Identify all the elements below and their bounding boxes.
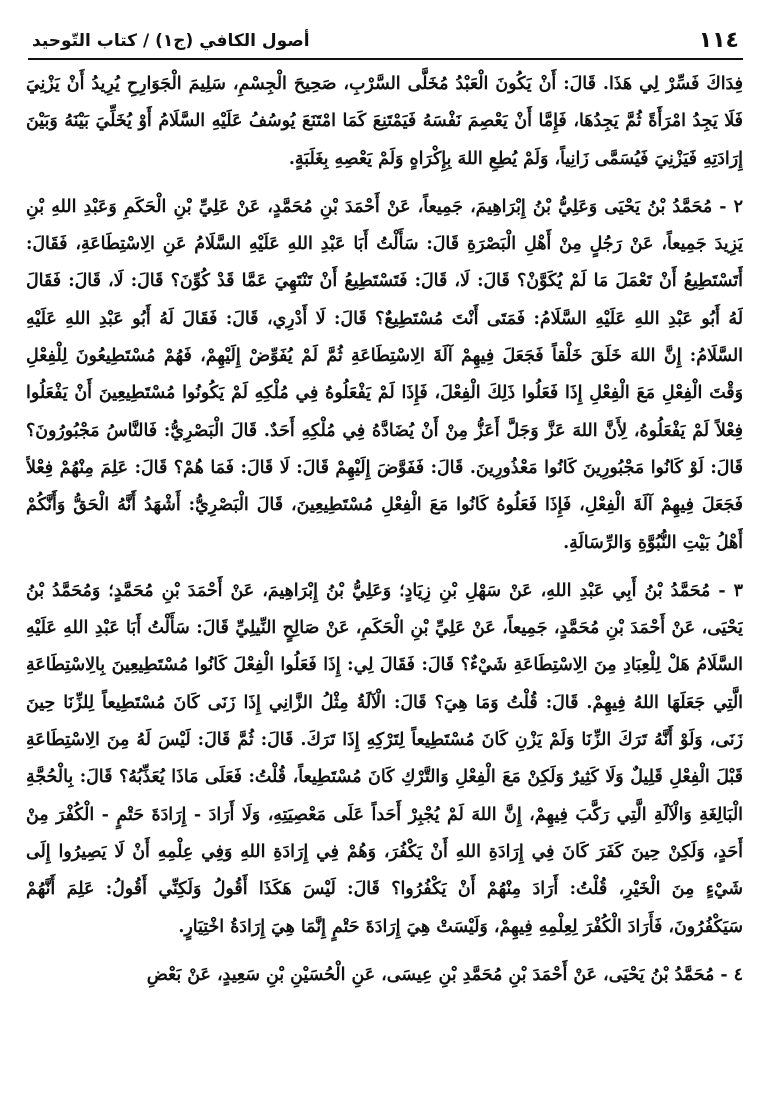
hadith-4: ٤ - مُحَمَّدُ بْنُ يَحْيَى، عَنْ أَحْمَدَ بْنِ مُحَمَّدِ بْنِ عِيسَى، عَنِ الْحُسَيْنِ بْنِ سَعِيدٍ، عَنْ بَعْضِ	[146, 964, 743, 985]
page-body	[26, 66, 743, 1104]
hadith-2: ٢ - مُحَمَّدُ بْنُ يَحْيَى وَعَلِيُّ بْنُ إِبْرَاهِيمَ، جَمِيعاً، عَنْ أَحْمَدَ بْنِ مُحَمَّدٍ، عَنْ عَلِيِّ بْنِ الْحَكَمِ وَعَبْدِ اللهِ بْنِ يَزِيدَ جَمِيعاً، عَنْ رَجُلٍ مِنْ أَهْلِ الْبَصْرَةِ قَالَ: سَأَلْتُ أَبَا عَبْدِ اللهِ عَلَيْهِ السَّلَامُ عَنِ الِاسْتِطَاعَةِ، فَقَالَ: أَتَسْتَطِيعُ أَنْ تَعْمَلَ مَا لَمْ يُكَوَّنْ؟ قَالَ: لَا، قَالَ: فَتَسْتَطِيعُ أَنْ تَنْتَهِيَ عَمَّا قَدْ كُوِّنَ؟ قَالَ: لَا، قَالَ: فَقَالَ لَهُ أَبُو عَبْدِ اللهِ عَلَيْهِ السَّلَامُ: فَمَتَى أَنْتَ مُسْتَطِيعٌ؟ قَالَ: لَا أَدْرِي، قَالَ: فَقَالَ لَهُ أَبُو عَبْدِ اللهِ عَلَيْهِ السَّلَامُ: إِنَّ اللهَ خَلَقَ خَلْقاً فَجَعَلَ فِيهِمْ آلَةَ الِاسْتِطَاعَةِ ثُمَّ لَمْ يُفَوِّضْ إِلَيْهِمْ، فَهُمْ مُسْتَطِيعُونَ لِلْفِعْلِ وَقْتَ الْفِعْلِ مَعَ الْفِعْلِ إِذَا فَعَلُوا ذَلِكَ الْفِعْلَ، فَإِذَا لَمْ يَفْعَلُوهُ فِي مُلْكِهِ لَمْ يَكُونُوا مُسْتَطِيعِينَ أَنْ يَفْعَلُوا فِعْلاً لَمْ يَفْعَلُوهُ، لِأَنَّ اللهَ عَزَّ وَجَلَّ أَعَزُّ مِنْ أَنْ يُضَادَّهُ فِي مُلْكِهِ أَحَدٌ. قَالَ الْبَصْرِيُّ: فَالنَّاسُ مَجْبُورُونَ؟ قَالَ: لَوْ كَانُوا مَجْبُورِينَ كَانُوا مَعْذُورِينَ. قَالَ: فَفَوَّضَ إِلَيْهِمْ قَالَ: لَا قَالَ: فَمَا هُمْ؟ قَالَ: عَلِمَ مِنْهُمْ فِعْلاً فَجَعَلَ فِيهِمْ آلَةَ الْفِعْلِ، فَإِذَا فَعَلُوهُ كَانُوا مَعَ الْفِعْلِ مُسْتَطِيعِينَ، قَالَ الْبَصْرِيُّ: أَشْهَدُ أَنَّهُ الْحَقُّ وَأَنَّكُمْ أَهْلُ بَيْتِ النُّبُوَّةِ وَالرِّسَالَةِ.	[26, 196, 743, 553]
hadith-3: ٣ - مُحَمَّدُ بْنُ أَبِي عَبْدِ اللهِ، عَنْ سَهْلِ بْنِ زِيَادٍ؛ وَعَلِيُّ بْنُ إِبْرَاهِيمَ، عَنْ أَحْمَدَ بْنِ مُحَمَّدٍ؛ وَمُحَمَّدُ بْنُ يَحْيَى، عَنْ أَحْمَدَ بْنِ مُحَمَّدٍ، جَمِيعاً، عَنْ عَلِيِّ بْنِ الْحَكَمِ، عَنْ صَالِحٍ النِّيلِيِّ قَالَ: سَأَلْتُ أَبَا عَبْدِ اللهِ عَلَيْهِ السَّلَامُ هَلْ لِلْعِبَادِ مِنَ الِاسْتِطَاعَةِ شَيْءٌ؟ قَالَ: فَقَالَ لِي: إِذَا فَعَلُوا الْفِعْلَ كَانُوا مُسْتَطِيعِينَ بِالِاسْتِطَاعَةِ الَّتِي جَعَلَهَا اللهُ فِيهِمْ. قَالَ: قُلْتُ وَمَا هِيَ؟ قَالَ: الْآلَةُ مِثْلُ الزَّانِي إِذَا زَنَى كَانَ مُسْتَطِيعاً لِلزِّنَا حِينَ زَنَى، وَلَوْ أَنَّهُ تَرَكَ الزِّنَا وَلَمْ يَزْنِ كَانَ مُسْتَطِيعاً لِتَرْكِهِ إِذَا تَرَكَ. قَالَ: ثُمَّ قَالَ: لَيْسَ لَهُ مِنَ الِاسْتِطَاعَةِ قَبْلَ الْفِعْلِ قَلِيلٌ وَلَا كَثِيرٌ وَلَكِنْ مَعَ الْفِعْلِ وَالتَّرْكِ كَانَ مُسْتَطِيعاً، قُلْتُ: فَعَلَى مَاذَا يُعَذِّبُهُ؟ قَالَ: بِالْحُجَّةِ الْبَالِغَةِ وَالْآلَةِ الَّتِي رَكَّبَ فِيهِمْ، إِنَّ اللهَ لَمْ يُجْبِرْ أَحَداً عَلَى مَعْصِيَتِهِ، وَلَا أَرَادَ - إِرَادَةَ حَتْمٍ - الْكُفْرَ مِنْ أَحَدٍ، وَلَكِنْ حِينَ كَفَرَ كَانَ فِي إِرَادَةِ اللهِ أَنْ يَكْفُرَ، وَهُمْ فِي إِرَادَةِ اللهِ وَفِي عِلْمِهِ أَنْ لَا يَصِيرُوا إِلَى شَيْءٍ مِنَ الْخَيْرِ، قُلْتُ: أَرَادَ مِنْهُمْ أَنْ يَكْفُرُوا؟ قَالَ: لَيْسَ هَكَذَا أَقُولُ وَلَكِنِّي أَقُولُ: عَلِمَ أَنَّهُمْ سَيَكْفُرُونَ، فَأَرَادَ الْكُفْرَ لِعِلْمِهِ فِيهِمْ، وَلَيْسَتْ هِيَ إِرَادَةَ حَتْمٍ إِنَّمَا هِيَ إِرَادَةُ اخْتِيَارٍ.	[26, 580, 743, 937]
running-title: أصول الكافي (ج١) / كتاب التّوحيد	[32, 31, 310, 51]
paragraph-continuation: فِدَاكَ فَسِّرْ لِي هَذَا. قَالَ: أَنْ يَكُونَ الْعَبْدُ مُخَلَّى السَّرْبِ، صَحِيحَ الْجِسْمِ، سَلِيمَ الْجَوَارِحِ يُرِيدُ أَنْ يَزْنِيَ فَلَا يَجِدُ امْرَأَةً ثُمَّ يَجِدُهَا، فَإِمَّا أَنْ يَعْصِمَ نَفْسَهُ فَيَمْتَنِعَ كَمَا امْتَنَعَ يُوسُفُ عَلَيْهِ السَّلَامُ أَوْ يُخَلِّيَ بَيْنَهُ وَبَيْنَ إِرَادَتِهِ فَيَزْنِيَ فَيُسَمَّى زَانِياً، وَلَمْ يُطِعِ اللهَ بِإِكْرَاهٍ وَلَمْ يَعْصِهِ بِغَلَبَةٍ.	[26, 74, 743, 169]
page-header	[28, 26, 743, 60]
page-number: ١١٤	[698, 28, 739, 53]
